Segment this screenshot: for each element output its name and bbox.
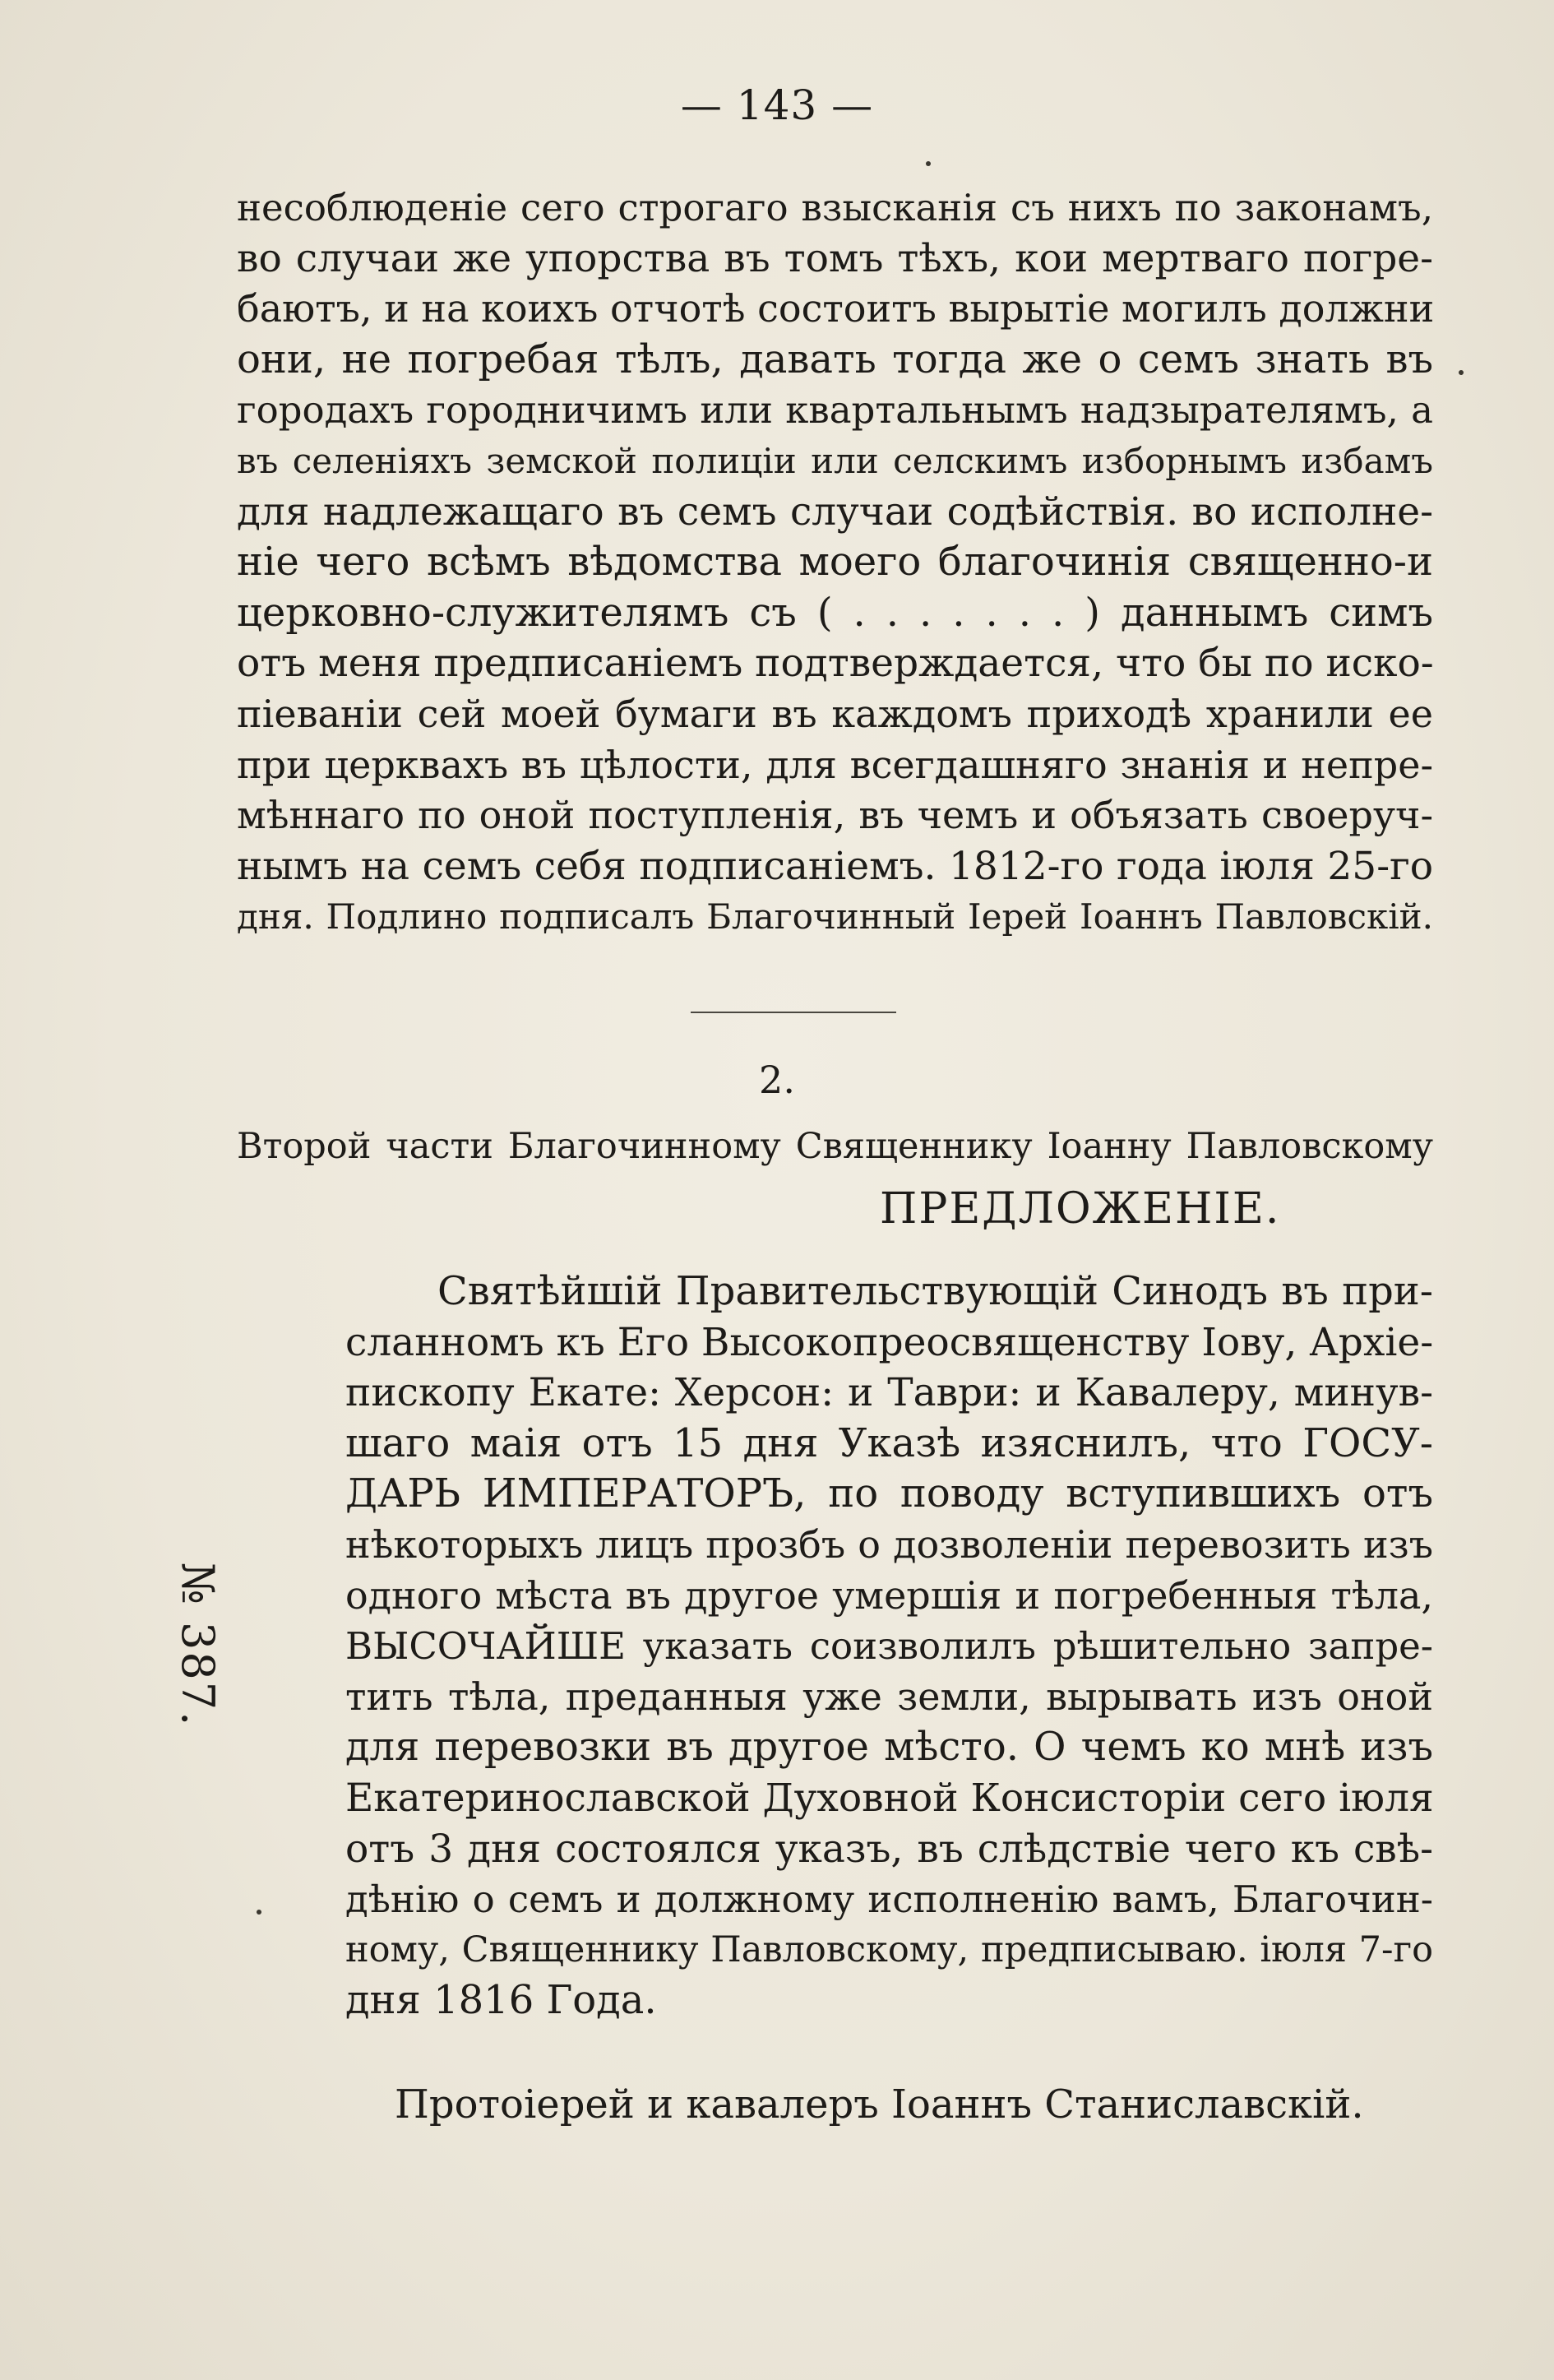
ink-speck <box>926 161 931 166</box>
addressee-line: Второй части Благочинному Священнику Іоанну Павловскому <box>237 1126 1433 1167</box>
text-line: для надлежащаго въ семъ случаи содѣйствія. во исполне- <box>237 489 1433 535</box>
text-line: несоблюденіе сего строгаго взысканія съ нихъ по законамъ, <box>237 186 1433 229</box>
text-line: во случаи же упорства въ томъ тѣхъ, кои мертваго погре- <box>237 235 1433 281</box>
ink-speck <box>257 1910 261 1915</box>
signature-line: Протоіерей и кавалеръ Іоаннъ Станиславскій. <box>395 2081 1364 2128</box>
text-line: для перевозки въ другое мѣсто. О чемъ ко мнѣ изъ <box>345 1724 1433 1771</box>
text-line: отъ меня предписаніемъ подтверждается, что бы по иско- <box>237 641 1434 687</box>
text-line: городахъ городничимъ или квартальнымъ надзырателямъ, а <box>237 388 1433 433</box>
text-line: мѣннаго по оной поступленія, въ чемъ и объязать своеруч- <box>237 793 1433 838</box>
text-line: Екатеринославской Духовной Консисторіи сего іюля <box>345 1775 1434 1821</box>
text-line: ному, Священнику Павловскому, предписываю. іюля 7-го <box>345 1929 1433 1970</box>
text-block-continued <box>237 183 1433 942</box>
text-line: баютъ, и на коихъ отчотѣ состоитъ вырытіе могилъ должни <box>237 286 1435 331</box>
text-line: сланномъ къ Его Высокопреосвященству Іову, Архіе- <box>345 1319 1434 1365</box>
margin-document-number: № 387. <box>172 1562 224 1728</box>
section-number: 2. <box>759 1058 795 1102</box>
text-line: піеваніи сей моей бумаги въ каждомъ приходѣ хранили ее <box>237 691 1433 736</box>
text-line: отъ 3 дня состоялся указъ, въ слѣдствіе чего къ свѣ- <box>345 1826 1433 1872</box>
text-block-proposal <box>345 1266 1433 2026</box>
text-line: пископу Екате: Херсон: и Таври: и Кавалеру, минув- <box>345 1370 1433 1416</box>
text-line: дѣнію о семъ и должному исполненію вамъ, Благочин- <box>345 1878 1433 1922</box>
section-divider <box>691 1012 896 1013</box>
text-line: дня. Подлино подписалъ Благочинный Іерей Іоаннъ Павловскій. <box>237 896 1433 938</box>
text-line: при церквахъ въ цѣлости, для всегдашняго знанія и непре- <box>237 742 1433 787</box>
text-line: Святѣйшій Правительствующій Синодъ въ при- <box>437 1268 1433 1314</box>
document-heading: ПРЕДЛОЖЕНІЕ. <box>880 1184 1281 1234</box>
text-line: тить тѣла, преданныя уже земли, вырывать изъ оной <box>345 1674 1433 1719</box>
text-line: ніе чего всѣмъ вѣдомства моего благочинія священно-и <box>237 539 1433 586</box>
ink-speck <box>1459 370 1464 375</box>
text-line: они, не погребая тѣлъ, давать тогда же о семъ знать въ <box>237 336 1433 382</box>
text-line: шаго маія отъ 15 дня Указѣ изяснилъ, что ГОСУ- <box>345 1419 1433 1466</box>
text-line: дня 1816 Года. <box>345 1977 657 2024</box>
text-line: въ селеніяхъ земской полиціи или селскимъ изборнымъ избамъ <box>237 440 1433 481</box>
text-line: ВЫСОЧАЙШЕ указать соизволилъ рѣшительно запре- <box>345 1624 1433 1669</box>
text-line: ДАРЬ ИМПЕРАТОРЪ, по поводу вступившихъ отъ <box>345 1470 1433 1517</box>
text-line: нѣкоторыхъ лицъ прозбъ о дозволеніи перевозить изъ <box>345 1521 1433 1567</box>
page-number: — 143 — <box>680 81 874 129</box>
text-line: одного мѣста въ другое умершія и погребенныя тѣла, <box>345 1572 1433 1618</box>
text-line: церковно-служителямъ съ ( . . . . . . . ) даннымъ симъ <box>237 589 1433 636</box>
text-line: нымъ на семъ себя подписаніемъ. 1812-го года іюля 25-го <box>237 843 1433 889</box>
